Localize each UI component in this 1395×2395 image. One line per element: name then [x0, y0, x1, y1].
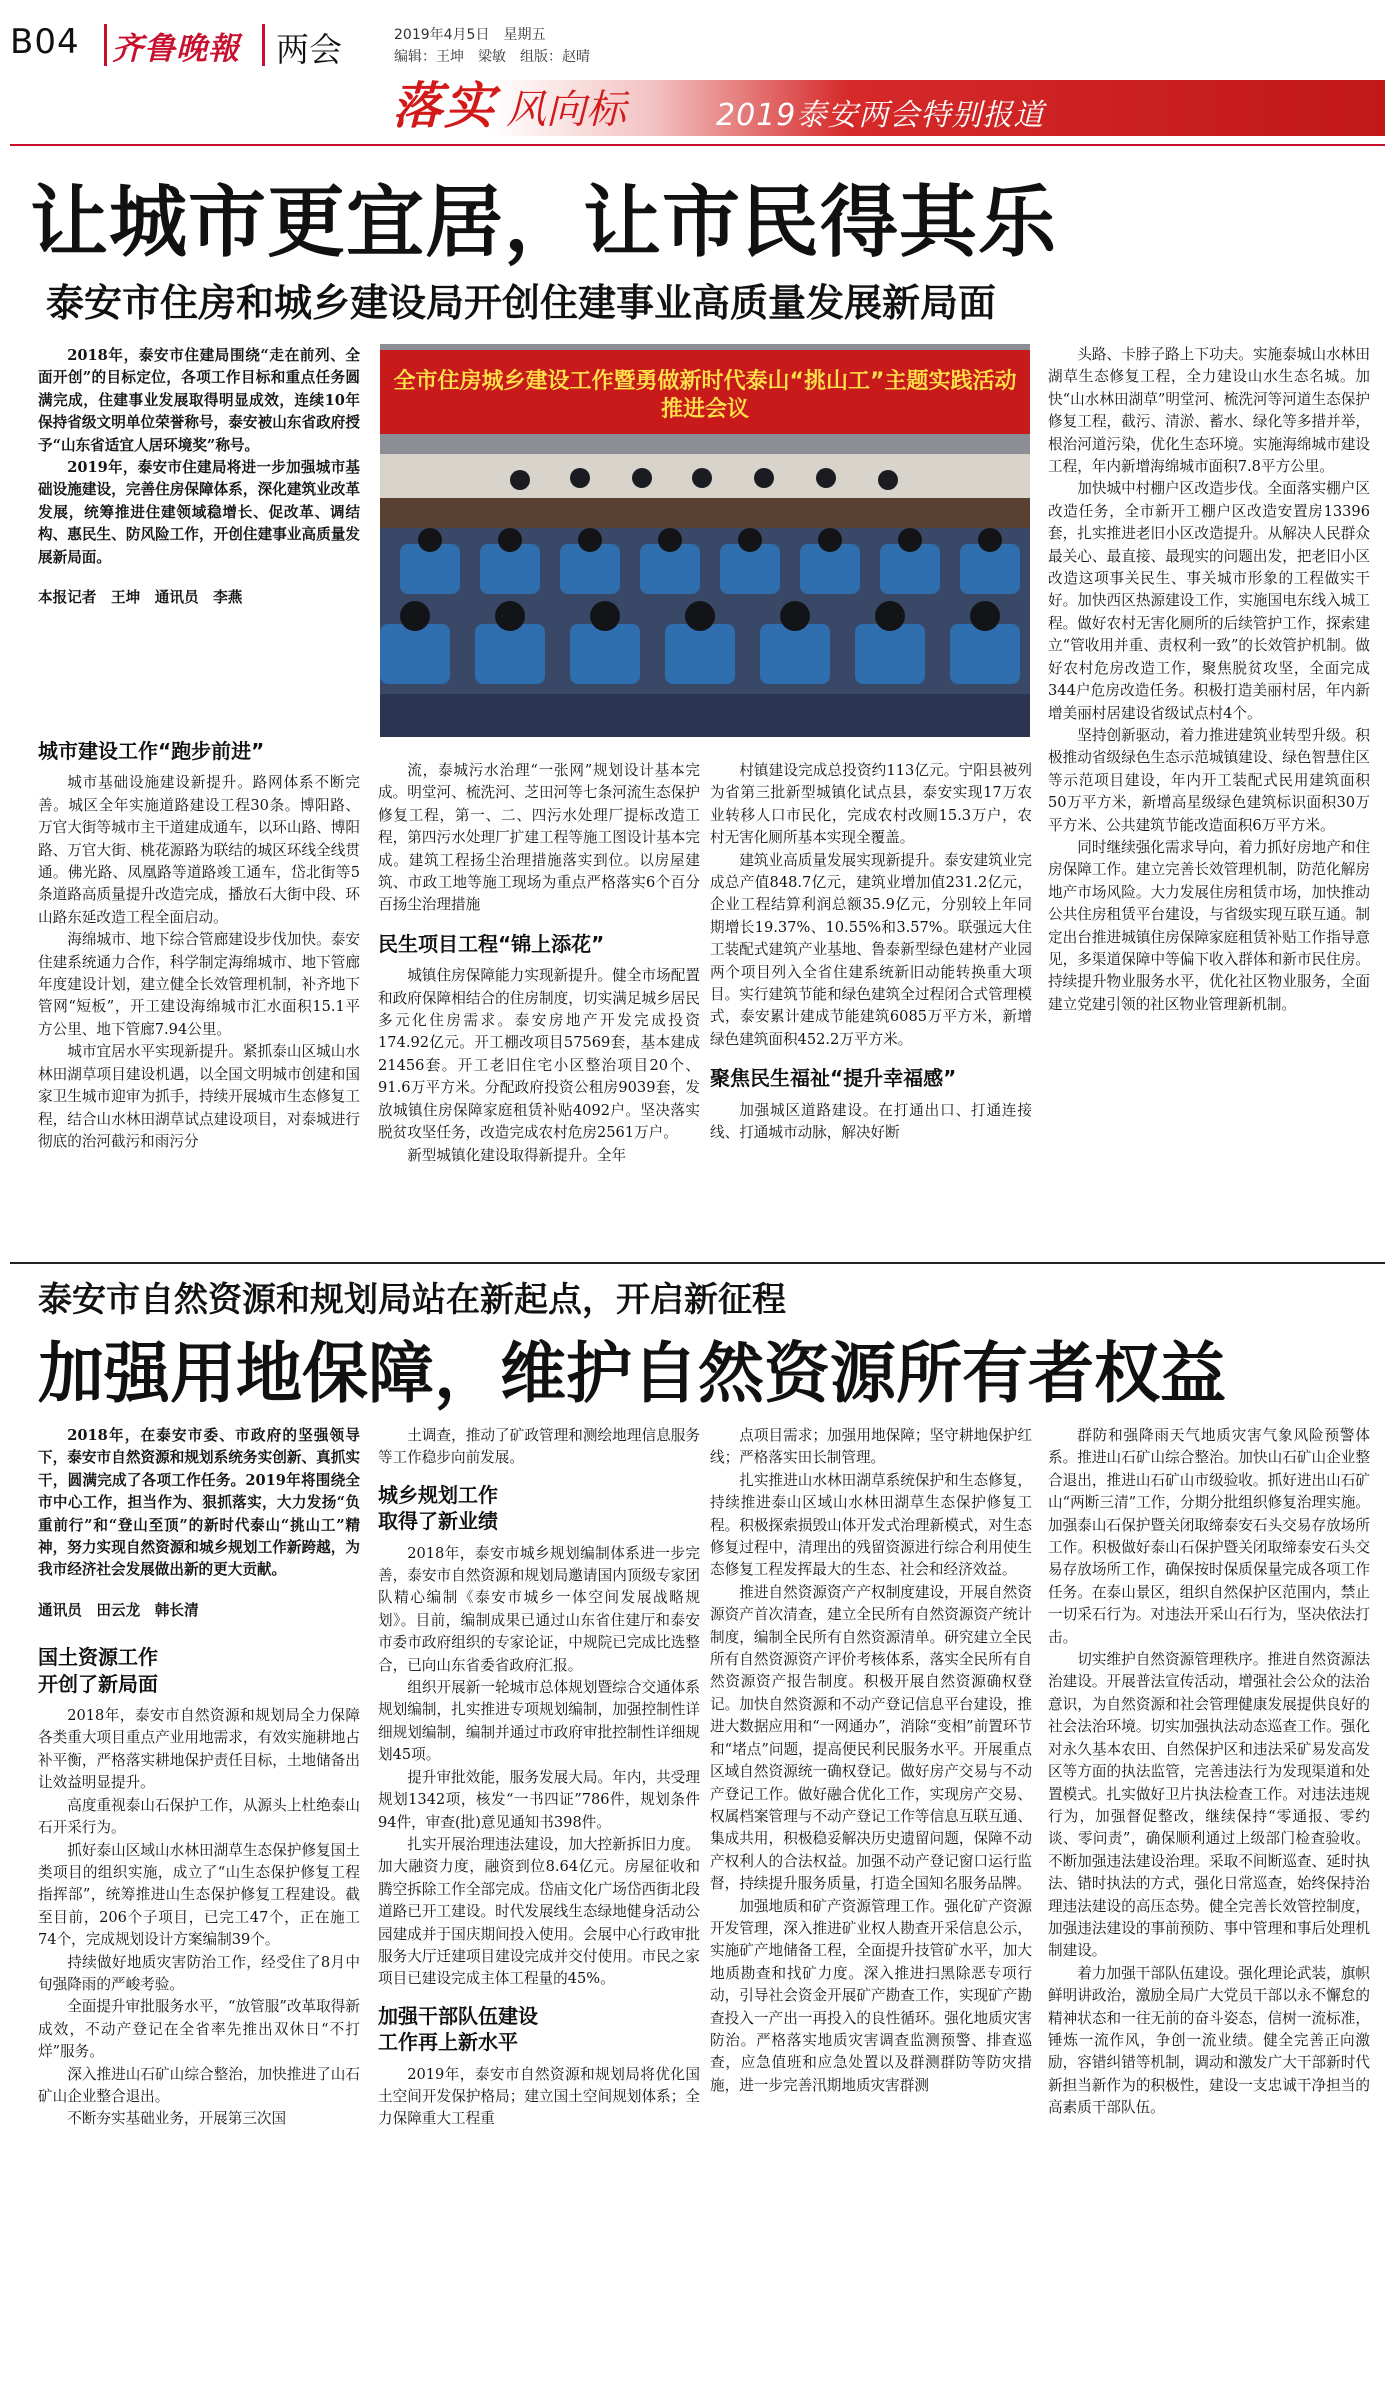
headline-2: 加强用地保障，维护自然资源所有者权益: [38, 1335, 1226, 1412]
article1-column-4: [1048, 344, 1370, 1250]
subhead: 城乡规划工作: [378, 1482, 498, 1507]
paragraph: 切实维护自然资源管理秩序。推进自然资源法治建设。开展普法宣传活动，增强社会公众的法治意识，为自然资源和社会管理健康发展提供良好的社会法治环境。切实加强执法动态巡查工作。强化对永久基本农田、自然保护区和违法采矿易发高发区等方面的执法监管，完善违法行为发现渠道和处置模式。扎实做好卫片执法检查工作。对违法违规行为，加强督促整改，继续保持“零通报、零约谈、零问责”，确保顺利通过上级部门检查验收。不断加强违法建设治理。采取不间断巡查、延时执法、错时执法的方式，强化日常巡查，始终保持治理违法建设的高压态势。健全完善长效管控制度，加强违法建设的事前预防、事中管理和事后处理机制建设。: [1048, 1651, 1370, 1960]
paragraph: 扎实推进山水林田湖草系统保护和生态修复，持续推进泰山区域山水林田湖草生态保护修复工程。积极探索损毁山体开发式治理新模式，对生态修复过程中，清理出的残留资源进行综合利用使生态修复工程发挥最大的生态、社会和经济效益。: [710, 1471, 1032, 1579]
section-name: 两会: [276, 30, 342, 69]
article1-column-2: [378, 760, 700, 1250]
paragraph: 持续做好地质灾害防治工作，经受住了8月中旬强降雨的严峻考验。: [38, 1953, 360, 1993]
byline: 本报记者 王坤 通讯员 李燕: [38, 589, 243, 607]
editors-line: 编辑：王坤 梁敏 组版：赵晴: [394, 49, 590, 65]
paragraph: 着力加强干部队伍建设。强化理论武装，旗帜鲜明讲政治，激励全局广大党员干部以永不懈怠的精神状态和一往无前的奋斗姿态，信树一流标准，锤炼一流作风，争创一流业绩。健全完善正向激励，容错纠错等机制，调动和激发广大干部新时代新担当新作为的积极性，建设一支忠诚干净担当的高素质干部队伍。: [1048, 1964, 1370, 2117]
paragraph: 城市基础设施建设新提升。路网体系不断完善。城区全年实施道路建设工程30条。博阳路、万官大街等城市主干道建成通车，以环山路、博阳路、万官大街、桃花源路为联结的城区环线全线贯通。佛光路、凤凰路等道路竣工通车，岱北街等5条道路高质量提升改造完成，播放石大街中段、环山路东延改造工程全面启动。: [38, 774, 360, 926]
byline: 通讯员 田云龙 韩长清: [38, 1601, 199, 1619]
paragraph: 全面提升审批服务水平，“放管服”改革取得新成效，不动产登记在全省率先推出双休日“不打烊”服务。: [38, 1998, 360, 2061]
page-code: B04: [10, 22, 80, 62]
subhead: 国土资源工作: [38, 1645, 158, 1670]
paragraph: 海绵城市、地下综合管廊建设步伐加快。泰安住建系统通力合作，科学制定海绵城市、地下管廊年度建设计划，建立健全长效管理机制，补齐地下管网“短板”，开工建设海绵城市汇水面积15.1平方公里、地下管廊7.94公里。: [38, 931, 360, 1038]
lead-paragraph: 2019年，泰安市住建局将进一步加强城市基础设施建设，完善住房保障体系，深化建筑业改革发展，统筹推进住建领域稳增长、促改革、调结构、惠民生、防风险工作，开创住建事业高质量发展新局面。: [38, 459, 360, 566]
paragraph: 不断夯实基础业务，开展第三次国: [67, 2110, 287, 2128]
paragraph: 同时继续强化需求导向，着力抓好房地产和住房保障工作。建立完善长效管理机制，防范化解房地产市场风险。大力发展住房租赁市场，加快推动公共住房租赁平台建设，与省级实现互联互通。制定出台推进城镇住房保障家庭租赁补贴工作指导意见，多渠道保障中等偏下收入群体和新市民住房。持续提升物业服务水平，优化社区物业服务，全面建立党建引领的社区物业管理新机制。: [1048, 838, 1370, 1013]
meeting-photo: [380, 344, 1030, 737]
paragraph: 点项目需求；加强用地保障；坚守耕地保护红线；严格落实田长制管理。: [710, 1427, 1032, 1467]
article2-column-3: [710, 1425, 1032, 2385]
paragraph: 抓好泰山区域山水林田湖草生态保护修复国土类项目的组织实施，成立了“山生态保护修复工程指挥部”，统筹推进山生态保护修复工程建设。截至目前，206个子项目，已完工47个，正在施工74个，完成规划设计方案编制39个。: [38, 1841, 360, 1949]
paragraph: 组织开展新一轮城市总体规划暨综合交通体系规划编制，扎实推进专项规划编制，加强控制性详细规划编制，编制并通过市政府审批控制性详细规划45项。: [378, 1679, 700, 1764]
paragraph: 群防和强降雨天气地质灾害气象风险预警体系。推进山石矿山综合整治。加快山石矿山企业整合退出，推进山石矿山市级验收。抓好进出山石矿山“两断三清”工作，分期分批组织修复治理实施。加强泰山石保护暨关闭取缔泰安石头交易存放场所工作。积极做好泰山石保护暨关闭取缔泰安石头交易存放场所工作，确保按时保质保量完成各项工作任务。在泰山景区，组织自然保护区范围内，禁止一切采石行为。对违法开采山石行为，坚决依法打击。: [1048, 1427, 1370, 1646]
subheadline: 泰安市住房和城乡建设局开创住建事业高质量发展新局面: [46, 281, 997, 325]
paragraph: 加快城中村棚户区改造步伐。全面落实棚户区改造任务，全市新开工棚户区改造安置房13396套，扎实推进老旧小区改造提升。从解决人民群众最关心、最直接、最现实的问题出发，把老旧小区改造这项事关民生、事关城市形象的工程做实干好。加快西区热源建设工作，实施国电东线入城工程。做好农村无害化厕所的后续管护工作，探索建立“管收用并重、责权利一致”的长效管护机制。做好农村危房改造工作，聚焦脱贫攻坚，全面完成344户危房改造任务。积极打造美丽村居，年内新增美丽村居建设省级试点村4个。: [1048, 480, 1370, 722]
paragraph: 流，泰城污水治理“一张网”规划设计基本完成。明堂河、梳洗河、芝田河等七条河流生态保护修复工程，第一、二、四污水处理厂提标改造工程，第四污水处理厂扩建工程等施工图设计基本完成。建筑工程扬尘治理措施落实到位。以房屋建筑、市政工地等施工现场为重点严格落实6个百分百扬尘治理措施: [378, 762, 700, 914]
date-line: 2019年4月5日 星期五: [394, 27, 546, 43]
subhead: 开创了新局面: [38, 1671, 158, 1696]
subhead: 加强干部队伍建设: [378, 2003, 538, 2028]
paragraph: 城市宜居水平实现新提升。紧抓泰山区城山水林田湖草项目建设机遇，以全国文明城市创建和国家卫生城市迎审为抓手，持续开展城市生态修复工程，结合山水林田湖草试点建设项目，对泰城进行彻底的治河截污和雨污分: [38, 1043, 360, 1150]
paragraph: 村镇建设完成总投资约113亿元。宁阳县被列为省第三批新型城镇化试点县，泰安实现17万农业转移人口市民化，完成农村改厕15.3万户，农村无害化厕所基本实现全覆盖。: [710, 762, 1032, 847]
subhead: 聚焦民生福祉“提升幸福感”: [710, 1066, 957, 1091]
brand-mark: 落实: [392, 76, 496, 135]
banner-text: 2019泰安两会特别报道: [716, 98, 1045, 133]
article1-column-1: [38, 730, 360, 1250]
paragraph: 2018年，泰安市自然资源和规划局全力保障各类重大项目重点产业用地需求，有效实施耕地占补平衡，严格落实耕地保护责任目标，土地储备出让效益明显提升。: [38, 1707, 360, 1792]
paper-name-logo: 齐鲁晚報: [112, 31, 240, 67]
paragraph: 2018年，泰安市城乡规划编制体系进一步完善，泰安市自然资源和规划局邀请国内顶级专家团队精心编制《泰安市城乡一体空间发展战略规划》。目前，编制成果已通过山东省住建厅和泰安市委市政府组织的专家论证，中规院已完成比选整合，已向山东省委省政府汇报。: [378, 1544, 700, 1674]
paragraph: 高度重视泰山石保护工作，从源头上杜绝泰山石开采行为。: [38, 1796, 360, 1837]
subhead: 城市建设工作“跑步前进”: [38, 739, 265, 763]
lead-paragraph: 2018年，在泰安市委、市政府的坚强领导下，泰安市自然资源和规划系统务实创新、真抓实干，圆满完成了各项工作任务。2019年将围绕全市中心工作，担当作为、狠抓落实，大力发扬“负重前行”和“登山至顶”的新时代泰山“挑山工”精神，努力实现自然资源和城乡规划工作新跨越，为我市经济社会发展做出新的更大贡献。: [38, 1427, 360, 1579]
article1-column-3: [710, 760, 1032, 1250]
headline: 让城市更宜居，让市民得其乐: [30, 178, 1058, 268]
article2-lead: [38, 1425, 360, 1582]
paragraph: 新型城镇化建设取得新提升。全年: [407, 1146, 627, 1164]
article2-column-1: [38, 1425, 360, 2385]
lead-paragraph: 2018年，泰安市住建局围绕“走在前列、全面开创”的目标定位，各项工作目标和重点任务圆满完成，住建事业发展取得明显成效，连续10年保持省级文明单位荣誉称号，泰安被山东省政府授予“山东省适宜人居环境奖”称号。: [38, 347, 360, 454]
subhead: 取得了新业绩: [378, 1509, 498, 1534]
article-lead: [38, 345, 360, 675]
masthead-rule: [10, 144, 1385, 146]
paragraph: 坚持创新驱动，着力推进建筑业转型升级。积极推动省级绿色生态示范城镇建设、绿色智慧住区等示范项目建设，年内开工装配式民用建筑面积50万平方米，新增高星级绿色建筑标识面积30万平方米、公共建筑节能改造面积6万平方米。: [1048, 726, 1370, 834]
paragraph: 建筑业高质量发展实现新提升。泰安建筑业完成总产值848.7亿元，建筑业增加值231.2亿元，企业工程结算利润总额35.9亿元，分别较上年同期增长19.37%、10.55%和3.57%。联强远大住工装配式建筑产业基地、鲁泰新型绿色建材产业园两个项目列入全省住建系统新旧动能转换重大项目。实行建筑节能和绿色建筑全过程闭合式管理模式，泰安累计建成节能建筑6085万平方米，新增绿色建筑面积452.2万平方米。: [710, 851, 1032, 1048]
subhead: 民生项目工程“锦上添花”: [378, 931, 605, 956]
kicker: 泰安市自然资源和规划局站在新起点，开启新征程: [38, 1280, 786, 1320]
divider: [104, 24, 107, 66]
paragraph: 2019年，泰安市自然资源和规划局将优化国土空间开发保护格局；建立国土空间规划体系；全力保障重大工程重: [378, 2065, 700, 2128]
paragraph: 城镇住房保障能力实现新提升。健全市场配置和政府保障相结合的住房制度，切实满足城乡居民多元化住房需求。泰安房地产开发完成投资174.92亿元。开工棚改项目57569套，基本建成21456套。开工老旧住宅小区整治项目20个、91.6万平方米。分配政府投资公租房9039套，发放城镇住房保障家庭租赁补贴4092户。坚决落实脱贫攻坚任务，改造完成农村危房2561万户。: [378, 967, 700, 1142]
paragraph: 土调查，推动了矿政管理和测绘地理信息服务等工作稳步向前发展。: [378, 1427, 700, 1467]
paragraph: 扎实开展治理违法建设，加大控新拆旧力度。加大融资力度，融资到位8.64亿元。房屋征收和腾空拆除工作全部完成。岱庙文化广场岱西街北段道路已开工建设。时代发展线生态绿地健身活动公园建成并于国庆期间投入使用。会展中心行政审批服务大厅迁建项目建设完成并交付使用。市民之家项目已建设完成主体工程量的45%。: [378, 1835, 700, 1988]
subhead: 工作再上新水平: [378, 2030, 518, 2055]
paragraph: 头路、卡脖子路上下功夫。实施泰城山水林田湖草生态修复工程，全力建设山水生态名城。加快“山水林田湖草”明堂河、梳洗河等河道生态保护修复工程，截污、清淤、蓄水、绿化等多措并举，根治河道污染，优化生态环境。实施海绵城市建设工程，年内新增海绵城市面积7.8平方公里。: [1048, 346, 1370, 476]
paragraph: 提升审批效能，服务发展大局。年内，共受理规划1342项，核发“一书四证”786件，规划条件94件，审查(批)意见通知书398件。: [378, 1768, 700, 1831]
article2-column-4: [1048, 1425, 1370, 2385]
paragraph: 推进自然资源资产产权制度建设，开展自然资源资产首次清查，建立全民所有自然资源资产统计制度，编制全民所有自然资源清单。研究建立全民所有自然资源资产评价考核体系，落实全民所有自然资源资产报告制度。积极开展自然资源确权登记。加快自然资源和不动产登记信息平台建设，推进大数据应用和“一网通办”，消除“变相”前置环节和“堵点”问题，提高便民利民服务水平。开展重点区域自然资源统一确权登记。做好房产交易与不动产登记工作。做好融合优化工作，实现房产交易、权属档案管理与不动产登记工作等信息互联互通、集成共用，积极稳妥解决历史遗留问题，保障不动产权利人的合法权益。加强不动产登记窗口运行监督，持续提升服务质量，打造全国知名服务品牌。: [710, 1583, 1032, 1893]
paragraph: 加强城区道路建设。在打通出口、打通连接线、打通城市动脉，解决好断: [710, 1101, 1032, 1142]
brand-rest: 风向标: [506, 87, 626, 133]
divider: [262, 24, 265, 66]
article2-column-2: [378, 1425, 700, 2385]
masthead: [0, 0, 1395, 150]
paragraph: 深入推进山石矿山综合整治，加快推进了山石矿山企业整合退出。: [38, 2065, 360, 2105]
paragraph: 加强地质和矿产资源管理工作。强化矿产资源开发管理，深入推进矿业权人勘查开采信息公示，实施矿产地储备工程，全面提升技管矿水平，加大地质勘查和找矿力度。深入推进扫黑除恶专项行动，引导社会资金开展矿产勘查工作，实现矿产勘查投入一产出一再投入的良性循环。强化地质灾害防治。严格落实地质灾害调查监测预警、排查巡查，应急值班和应急处置以及群测群防等防灾措施，进一步完善汛期地质灾害群测: [710, 1897, 1032, 2094]
section-divider: [10, 1262, 1385, 1264]
photo-banner-text: 全市住房城乡建设工作暨勇做新时代泰山“挑山工”主题实践活动推进会议: [393, 369, 1017, 422]
